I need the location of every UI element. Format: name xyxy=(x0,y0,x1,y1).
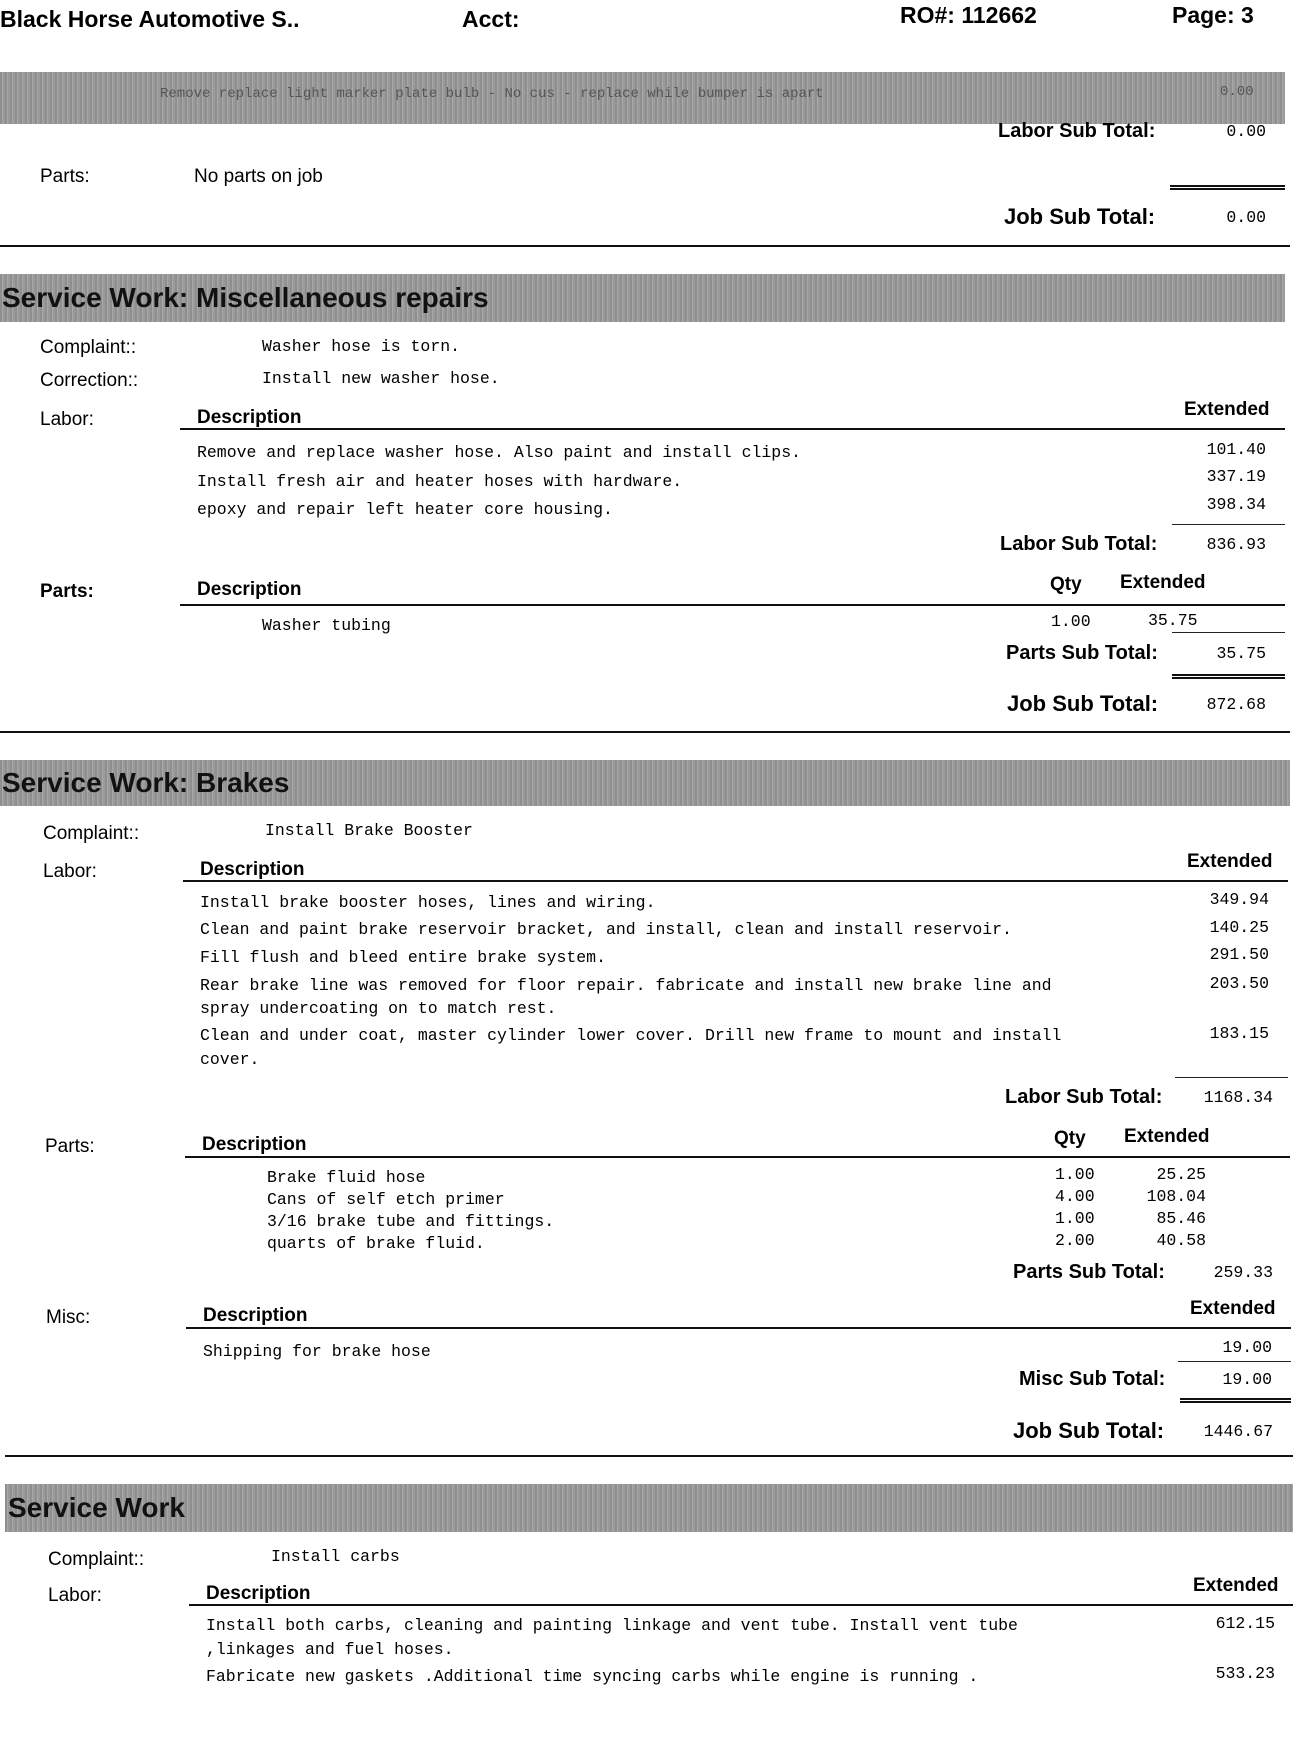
job-subtotal-value: 0.00 xyxy=(1226,208,1266,227)
misc-line-ext: 19.00 xyxy=(1222,1338,1272,1357)
labor-line-ext: 183.15 xyxy=(1209,1024,1269,1043)
part-desc: Washer tubing xyxy=(262,616,391,635)
labor-line-desc-cont: ,linkages and fuel hoses. xyxy=(206,1640,454,1659)
labor-line-ext: 349.94 xyxy=(1209,890,1269,909)
correction-label: Correction:: xyxy=(40,370,139,391)
job-subtotal-label: Job Sub Total: xyxy=(1013,1418,1165,1443)
part-ext: 108.04 xyxy=(1146,1187,1206,1206)
complaint-text: Washer hose is torn. xyxy=(262,337,461,356)
labor-line-ext: 101.40 xyxy=(1206,440,1266,459)
labor-line-ext: 203.50 xyxy=(1209,974,1269,993)
parts-label: Parts: xyxy=(45,1136,95,1157)
job-subtotal-double-rule xyxy=(1170,185,1285,190)
section-divider xyxy=(0,731,1290,733)
carbs-band xyxy=(5,1484,1293,1532)
job-subtotal-value: 872.68 xyxy=(1206,695,1266,714)
section-divider xyxy=(0,245,1290,247)
labor-line-desc: Fill flush and bleed entire brake system. xyxy=(200,948,606,967)
parts-label: Parts: xyxy=(40,166,90,187)
job-subtotal-double-rule xyxy=(1180,1398,1291,1403)
labor-subtotal-label: Labor Sub Total: xyxy=(1000,533,1158,555)
brakes-title: Service Work: Brakes xyxy=(2,767,290,798)
part-ext: 40.58 xyxy=(1156,1231,1206,1250)
complaint-label: Complaint:: xyxy=(40,337,137,358)
labor-line-ext: 612.15 xyxy=(1215,1614,1275,1633)
parts-description-header: Description xyxy=(202,1134,307,1155)
labor-line-desc: epoxy and repair left heater core housing. xyxy=(197,500,613,519)
misc-subtotal-label: Misc Sub Total: xyxy=(1019,1368,1166,1390)
parts-qty-header: Qty xyxy=(1054,1128,1086,1149)
job-subtotal-label: Job Sub Total: xyxy=(1004,204,1156,229)
misc-header-rule xyxy=(186,1327,1291,1329)
account-label: Acct: xyxy=(462,6,520,32)
shop-name: Black Horse Automotive S.. xyxy=(0,6,300,32)
part-qty: 2.00 xyxy=(1055,1231,1095,1250)
part-desc: Brake fluid hose xyxy=(267,1168,426,1187)
part-qty: 1.00 xyxy=(1055,1209,1095,1228)
labor-header-rule xyxy=(189,1604,1293,1606)
part-ext: 85.46 xyxy=(1156,1209,1206,1228)
labor-line-ext: 140.25 xyxy=(1209,918,1269,937)
labor-line-desc: Install both carbs, cleaning and painting linkage and vent tube. Install vent tube xyxy=(206,1616,1018,1635)
misc-description-header: Description xyxy=(203,1305,308,1326)
labor-header-rule xyxy=(180,428,1285,430)
ro-number: RO#: 112662 xyxy=(900,2,1037,28)
labor-line-desc: Clean and paint brake reservoir bracket, and install, clean and install reservoir. xyxy=(200,920,1012,939)
part-desc: 3/16 brake tube and fittings. xyxy=(267,1212,555,1231)
labor-label: Labor: xyxy=(43,861,97,882)
labor-subtotal-label: Labor Sub Total: xyxy=(998,120,1156,142)
job-subtotal-label: Job Sub Total: xyxy=(1007,691,1159,716)
part-qty: 1.00 xyxy=(1055,1165,1095,1184)
labor-subtotal-value: 836.93 xyxy=(1206,535,1266,554)
labor-header-rule xyxy=(183,880,1288,882)
labor-subtotal-value: 1168.34 xyxy=(1203,1088,1273,1107)
section-divider xyxy=(5,1455,1293,1457)
labor-subtotal-label: Labor Sub Total: xyxy=(1005,1086,1163,1108)
labor-line-desc: Rear brake line was removed for floor repair. fabricate and install new brake line and xyxy=(200,976,1052,995)
part-ext: 25.25 xyxy=(1156,1165,1206,1184)
job-subtotal-double-rule xyxy=(1172,674,1285,679)
labor-description-header: Description xyxy=(206,1583,311,1604)
part-ext: 35.75 xyxy=(1148,611,1198,630)
part-qty: 1.00 xyxy=(1051,612,1091,631)
labor-line-ext: 291.50 xyxy=(1209,945,1269,964)
complaint-text: Install Brake Booster xyxy=(265,821,473,840)
parts-subtotal-label: Parts Sub Total: xyxy=(1006,642,1158,664)
misc-subtotal-value: 19.00 xyxy=(1222,1370,1272,1389)
parts-subtotal-value: 259.33 xyxy=(1213,1263,1273,1282)
labor-line-desc-cont: spray undercoating on to match rest. xyxy=(200,999,557,1018)
parts-none-text: No parts on job xyxy=(194,166,323,187)
labor-subtotal-rule xyxy=(1172,524,1285,525)
parts-qty-header: Qty xyxy=(1050,574,1082,595)
complaint-label: Complaint:: xyxy=(43,823,140,844)
labor-label: Labor: xyxy=(40,409,94,430)
complaint-text: Install carbs xyxy=(271,1547,400,1566)
labor-line-desc: Install fresh air and heater hoses with hardware. xyxy=(197,472,683,491)
labor-line-desc: Clean and under coat, master cylinder lower cover. Drill new frame to mount and install xyxy=(200,1026,1062,1045)
misc-label: Misc: xyxy=(46,1307,91,1328)
misc-repairs-title: Service Work: Miscellaneous repairs xyxy=(2,282,489,313)
parts-subtotal-value: 35.75 xyxy=(1216,644,1266,663)
labor-line-desc: Remove and replace washer hose. Also paint and install clips. xyxy=(197,443,801,462)
parts-label: Parts: xyxy=(40,581,94,602)
misc-line-desc: Shipping for brake hose xyxy=(203,1342,431,1361)
labor-subtotal-value: 0.00 xyxy=(1226,122,1266,141)
labor-extended-header: Extended xyxy=(1193,1575,1279,1596)
previous-job-band-value: 0.00 xyxy=(1220,84,1254,100)
part-desc: Cans of self etch primer xyxy=(267,1190,505,1209)
labor-line-ext: 398.34 xyxy=(1206,495,1266,514)
labor-description-header: Description xyxy=(197,407,302,428)
labor-line-ext: 337.19 xyxy=(1206,467,1266,486)
parts-extended-header: Extended xyxy=(1124,1126,1210,1147)
previous-job-band-text: Remove replace light marker plate bulb - No cus - replace while bumper is apart xyxy=(160,86,824,102)
labor-line-desc-cont: cover. xyxy=(200,1050,260,1069)
misc-subtotal-rule xyxy=(1178,1361,1291,1362)
parts-subtotal-label: Parts Sub Total: xyxy=(1013,1261,1165,1283)
page-number: Page: 3 xyxy=(1172,2,1254,28)
labor-line-desc: Fabricate new gaskets .Additional time syncing carbs while engine is running . xyxy=(206,1667,979,1686)
labor-line-ext: 533.23 xyxy=(1215,1664,1275,1683)
parts-extended-header: Extended xyxy=(1120,572,1206,593)
job-subtotal-value: 1446.67 xyxy=(1203,1422,1273,1441)
misc-extended-header: Extended xyxy=(1190,1298,1276,1319)
labor-description-header: Description xyxy=(200,859,305,880)
carbs-title: Service Work xyxy=(8,1492,185,1523)
parts-description-header: Description xyxy=(197,579,302,600)
labor-line-desc: Install brake booster hoses, lines and wiring. xyxy=(200,893,656,912)
labor-label: Labor: xyxy=(48,1585,102,1606)
correction-text: Install new washer hose. xyxy=(262,369,500,388)
part-qty: 4.00 xyxy=(1055,1187,1095,1206)
parts-subtotal-rule xyxy=(1172,632,1285,633)
labor-extended-header: Extended xyxy=(1184,399,1270,420)
labor-subtotal-rule xyxy=(1175,1077,1288,1078)
parts-header-rule xyxy=(180,604,1285,606)
parts-header-rule xyxy=(185,1156,1290,1158)
complaint-label: Complaint:: xyxy=(48,1549,145,1570)
labor-extended-header: Extended xyxy=(1187,851,1273,872)
part-desc: quarts of brake fluid. xyxy=(267,1234,485,1253)
